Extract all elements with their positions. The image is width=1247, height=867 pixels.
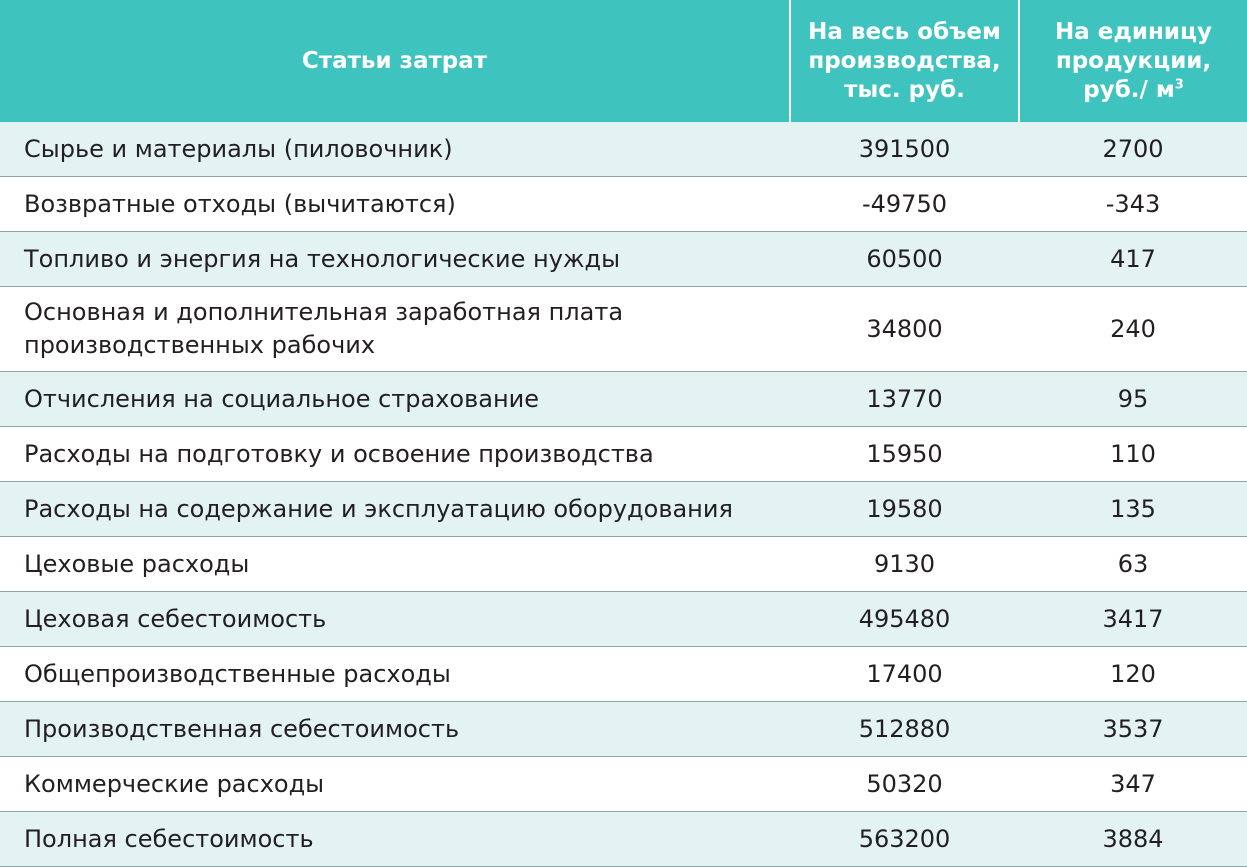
row-name-line2: производственных рабочих — [24, 331, 376, 359]
row-total: 50320 — [790, 757, 1019, 812]
row-per-unit: 2700 — [1019, 122, 1247, 177]
row-name: Цеховая себестоимость — [0, 592, 790, 647]
row-per-unit: 240 — [1019, 287, 1247, 372]
row-total: 9130 — [790, 537, 1019, 592]
row-total: 15950 — [790, 427, 1019, 482]
table-row — [0, 702, 1247, 757]
row-name: Расходы на содержание и эксплуатацию оборудования — [0, 482, 790, 537]
row-per-unit: 3417 — [1019, 592, 1247, 647]
table-row — [0, 537, 1247, 592]
row-per-unit: 417 — [1019, 232, 1247, 287]
table-row — [0, 482, 1247, 537]
row-total: 17400 — [790, 647, 1019, 702]
row-per-unit: 120 — [1019, 647, 1247, 702]
table-row — [0, 177, 1247, 232]
table-row — [0, 427, 1247, 482]
table-row — [0, 287, 1247, 372]
row-total: 60500 — [790, 232, 1019, 287]
table-row — [0, 232, 1247, 287]
row-name: Отчисления на социальное страхование — [0, 372, 790, 427]
row-name: Сырье и материалы (пиловочник) — [0, 122, 790, 177]
row-name: Общепроизводственные расходы — [0, 647, 790, 702]
row-total: 391500 — [790, 122, 1019, 177]
header-total-line1: На весь объем — [808, 18, 1001, 45]
row-total: 495480 — [790, 592, 1019, 647]
row-name: Коммерческие расходы — [0, 757, 790, 812]
row-per-unit: 3537 — [1019, 702, 1247, 757]
row-total: 34800 — [790, 287, 1019, 372]
header-per-unit — [1019, 0, 1247, 122]
row-per-unit: -343 — [1019, 177, 1247, 232]
header-unit-line3: руб./ м — [1083, 76, 1175, 103]
table-row — [0, 592, 1247, 647]
table-row — [0, 372, 1247, 427]
row-name: Цеховые расходы — [0, 537, 790, 592]
table-row — [0, 122, 1247, 177]
header-unit-line2: продукции, — [1055, 47, 1212, 74]
row-total: 19580 — [790, 482, 1019, 537]
row-total: -49750 — [790, 177, 1019, 232]
row-name: Полная себестоимость — [0, 812, 790, 867]
row-per-unit: 110 — [1019, 427, 1247, 482]
row-per-unit: 95 — [1019, 372, 1247, 427]
table-row — [0, 812, 1247, 867]
table-row — [0, 757, 1247, 812]
row-per-unit: 63 — [1019, 537, 1247, 592]
header-unit-superscript: 3 — [1174, 76, 1184, 92]
row-total: 13770 — [790, 372, 1019, 427]
row-name: Расходы на подготовку и освоение производства — [0, 427, 790, 482]
row-name-line1: Основная и дополнительная заработная плата — [24, 298, 624, 326]
row-per-unit: 3884 — [1019, 812, 1247, 867]
row-total: 563200 — [790, 812, 1019, 867]
row-name — [0, 287, 790, 372]
row-per-unit: 347 — [1019, 757, 1247, 812]
row-per-unit: 135 — [1019, 482, 1247, 537]
table-row — [0, 647, 1247, 702]
row-name: Возвратные отходы (вычитаются) — [0, 177, 790, 232]
header-row — [0, 0, 1247, 122]
header-total-volume — [790, 0, 1019, 122]
row-name: Топливо и энергия на технологические нужды — [0, 232, 790, 287]
header-unit-line1: На единицу — [1054, 18, 1213, 45]
row-name: Производственная себестоимость — [0, 702, 790, 757]
header-total-line3: тыс. руб. — [844, 76, 965, 103]
header-cost-items: Статьи затрат — [0, 0, 790, 122]
row-total: 512880 — [790, 702, 1019, 757]
header-total-line2: производства, — [808, 47, 1001, 74]
